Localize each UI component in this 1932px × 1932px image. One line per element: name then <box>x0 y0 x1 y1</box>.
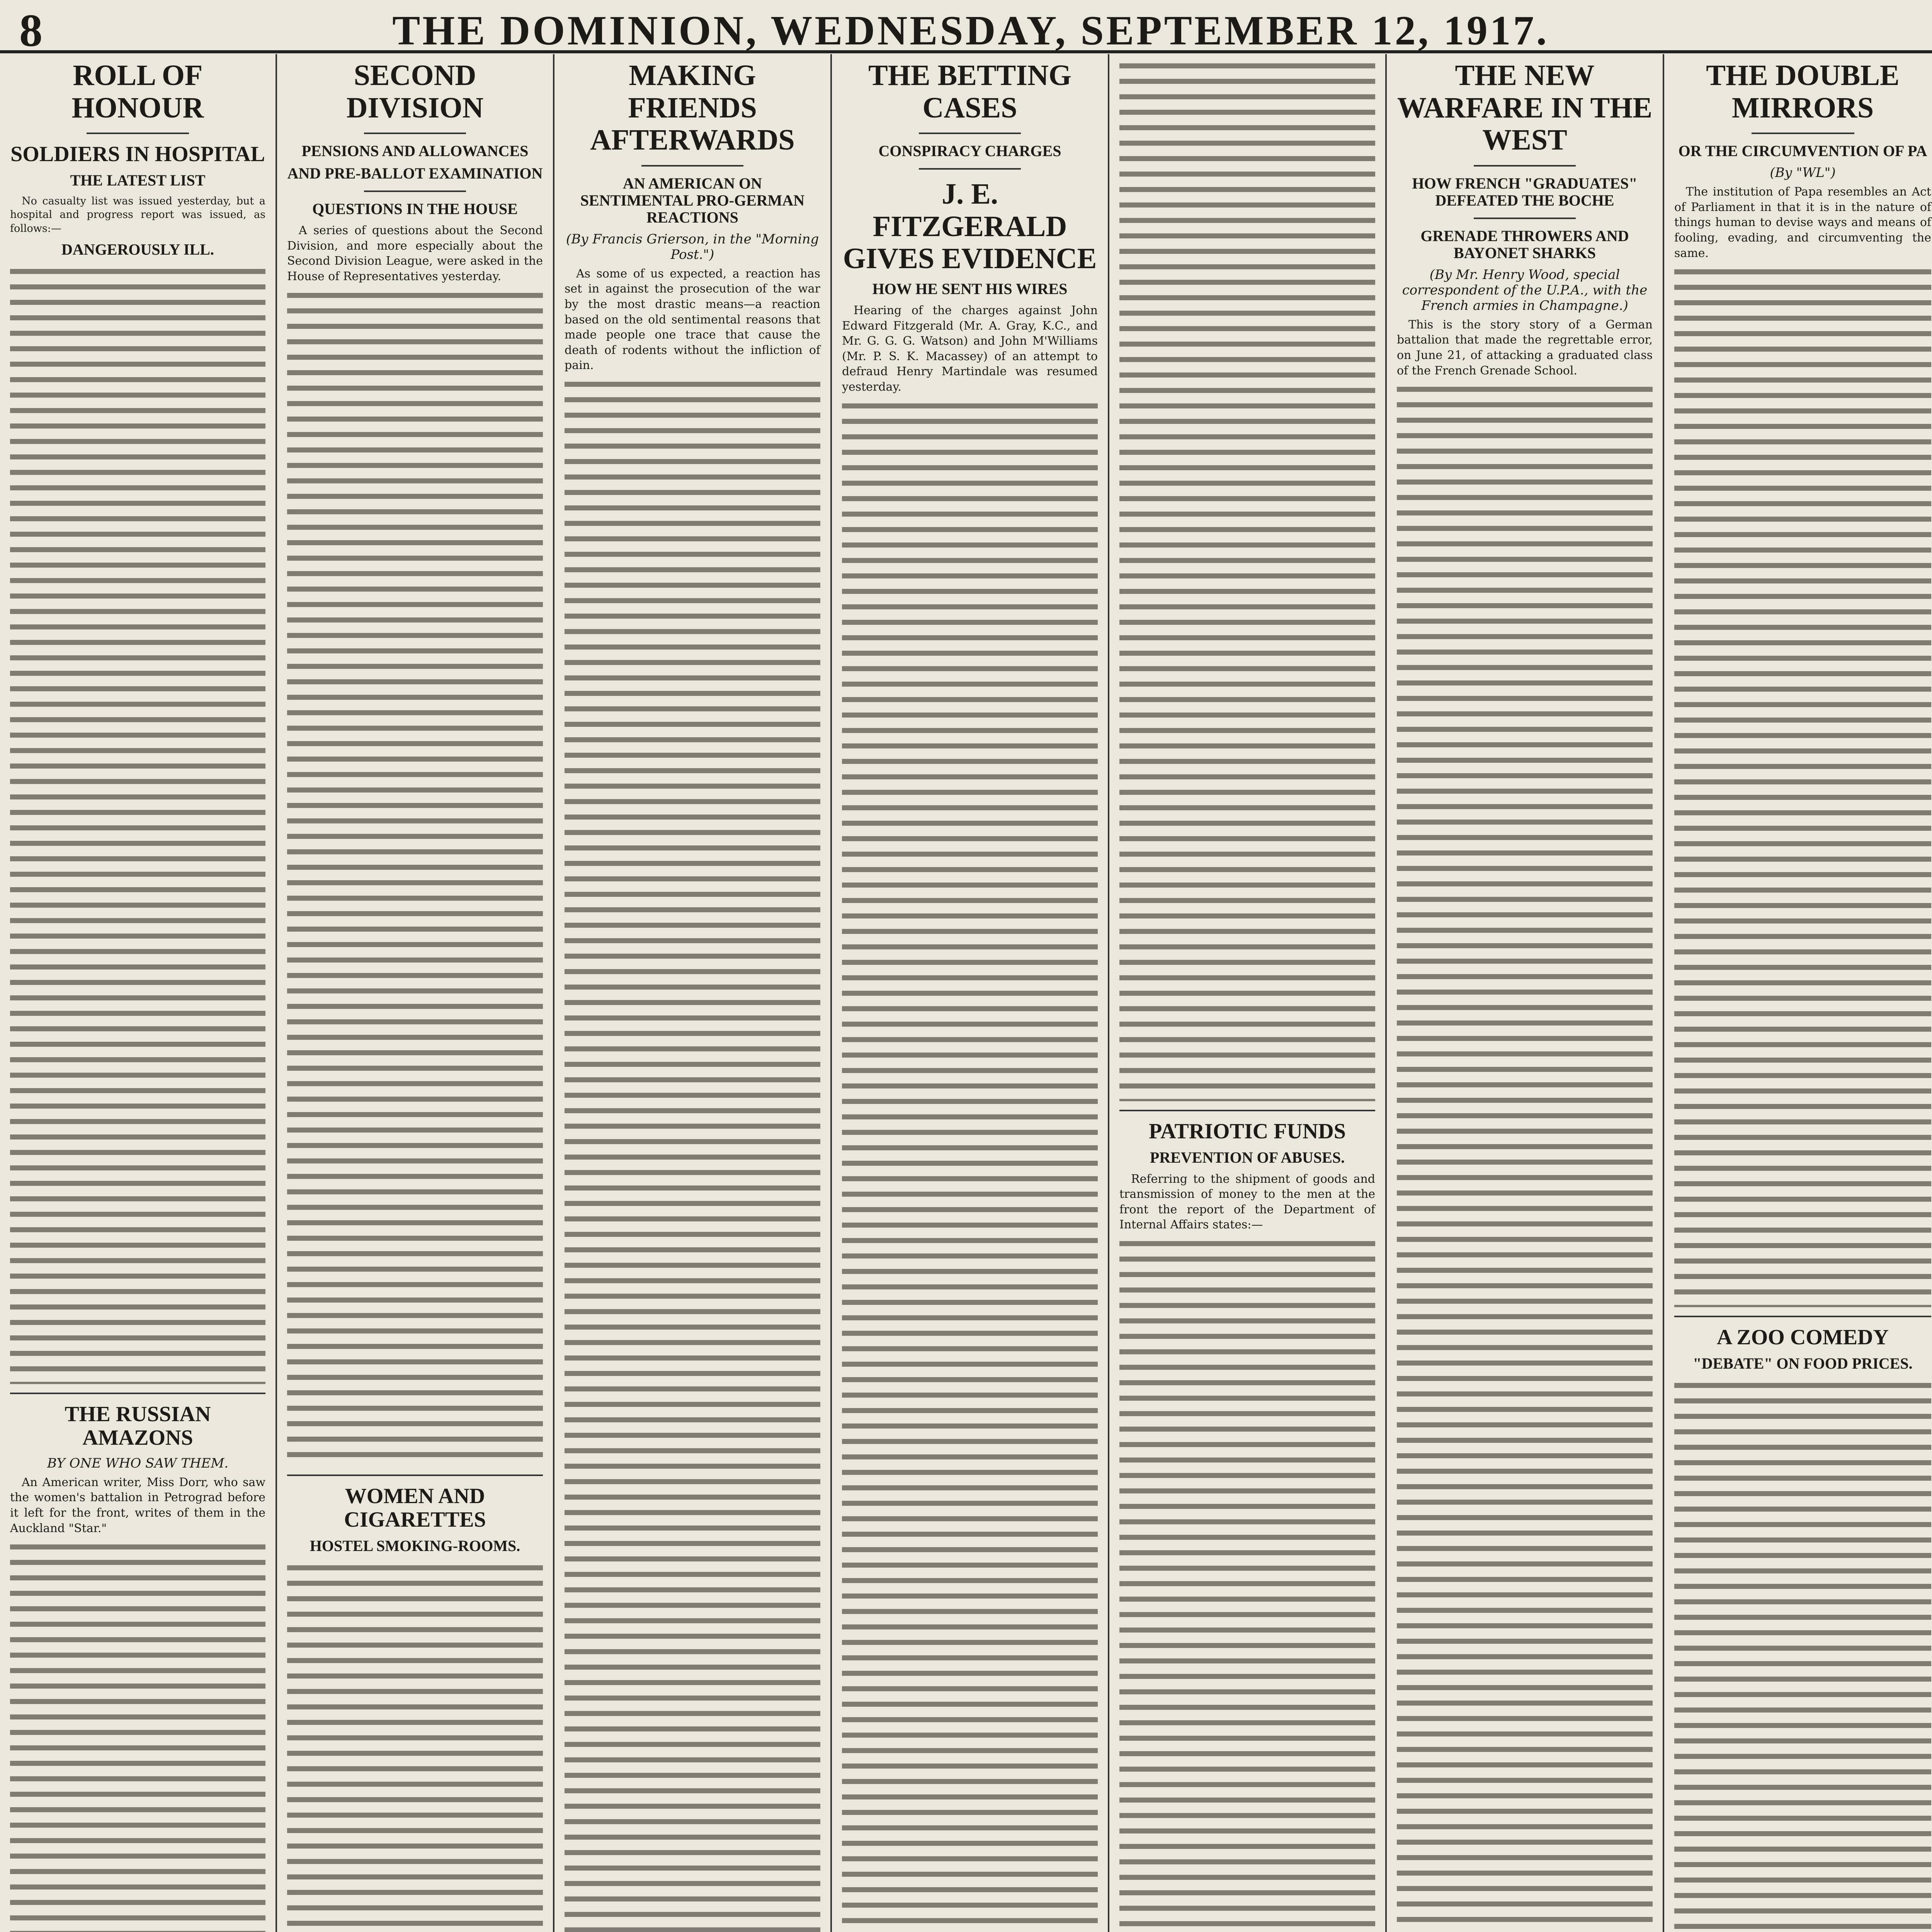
divider <box>287 1475 543 1476</box>
heading-women-and-cigarettes: WOMEN AND CIGARETTES <box>344 1484 486 1532</box>
byline: (By "WL") <box>1770 165 1836 181</box>
article-paragraph: Referring to the shipment of goods and transmission of money to the men at the front the report of the Department of Internal Affairs states:— <box>1119 1172 1375 1232</box>
article-body-text <box>10 1539 265 1932</box>
divider <box>1474 165 1576 167</box>
heading-questions-in-house: QUESTIONS IN THE HOUSE <box>312 200 518 218</box>
divider <box>364 190 466 192</box>
column-1 <box>0 54 277 1932</box>
column-5 <box>1109 54 1387 1932</box>
divider <box>87 133 189 134</box>
article-paragraph: The institution of Papa resembles an Act of Parliament in that it is in the nature of things human to devise ways and means of fooling, evading, and circumventing the same. <box>1674 185 1931 260</box>
heading-conspiracy-charges: CONSPIRACY CHARGES <box>878 142 1061 160</box>
column-7 <box>1664 54 1932 1932</box>
article-body-text <box>1397 381 1653 1932</box>
heading-new-warfare: THE NEW WARFARE IN THE WEST <box>1397 59 1653 156</box>
article-intro: No casualty list was issued yesterday, but a hospital and progress report was issued, as follows:— <box>10 195 265 235</box>
columns <box>0 54 1932 1932</box>
column-6 <box>1387 54 1664 1932</box>
heading-betting-cases: THE BETTING CASES <box>868 59 1071 124</box>
article-body-text <box>1674 264 1931 1307</box>
heading-russian-amazons: THE RUSSIAN AMAZONS <box>65 1402 211 1450</box>
divider <box>1119 1110 1375 1111</box>
newspaper-title: THE DOMINION, WEDNESDAY, SEPTEMBER 12, 1917. <box>392 8 1549 54</box>
heading-grenade-throwers: GRENADE THROWERS AND BAYONET SHARKS <box>1420 227 1629 262</box>
casualty-list-text <box>10 264 265 1384</box>
article-paragraph: This is the story story of a German battalion that made the regrettable error, on June 21, of attacking a graduated class of the French Grenade School. <box>1397 318 1653 378</box>
heading-roll-of-honour: ROLL OF HONOUR <box>71 59 204 124</box>
article-body-text <box>1674 1378 1931 1932</box>
heading-pensions: PENSIONS AND ALLOWANCES <box>301 142 529 160</box>
divider <box>641 165 744 167</box>
heading-prevention-of-abuses: PREVENTION OF ABUSES. <box>1150 1148 1345 1166</box>
masthead <box>0 0 1932 56</box>
article-body-text <box>287 1560 543 1932</box>
heading-french-graduates: HOW FRENCH "GRADUATES" DEFEATED THE BOCHE <box>1412 174 1638 209</box>
byline: BY ONE WHO SAW THEM. <box>47 1455 229 1471</box>
article-body-text <box>565 376 820 1932</box>
heading-debate-food-prices: "DEBATE" ON FOOD PRICES. <box>1693 1354 1913 1372</box>
article-paragraph: A series of questions about the Second Division, and more especially about the Second Division League, were asked in the House of Representatives yesterday. <box>287 224 543 283</box>
heading-hostel-smoking-rooms: HOSTEL SMOKING-ROOMS. <box>310 1537 520 1554</box>
heading-pre-ballot: AND PRE-BALLOT EXAMINATION <box>287 165 543 182</box>
byline: (By Mr. Henry Wood, special correspondent of the U.P.A., with the French armies in Champagne.) <box>1402 267 1648 313</box>
heading-how-he-sent-wires: HOW HE SENT HIS WIRES <box>872 280 1068 298</box>
column-2 <box>277 54 554 1932</box>
heading-fitzgerald-evidence: J. E. FITZGERALD GIVES EVIDENCE <box>843 178 1097 275</box>
heading-second-division: SECOND DIVISION <box>346 59 484 124</box>
heading-zoo-comedy: A ZOO COMEDY <box>1717 1325 1889 1350</box>
page-number: 8 <box>19 5 43 56</box>
article-paragraph: Hearing of the charges against John Edward Fitzgerald (Mr. A. Gray, K.C., and Mr. G. G. G. Watson) and John M'Williams (Mr. P. S. K. Macassey) of an attempt to defraud Henry Martindale was resumed yesterday. <box>842 303 1098 394</box>
divider <box>364 133 466 134</box>
divider <box>919 168 1021 170</box>
divider <box>1474 218 1576 219</box>
heading-double-mirrors: THE DOUBLE MIRRORS <box>1706 59 1900 124</box>
article-body-text <box>287 287 543 1466</box>
divider <box>919 133 1021 134</box>
article-body-text <box>842 398 1098 1932</box>
heading-circumvention-of-pa: OR THE CIRCUMVENTION OF PA <box>1678 142 1927 160</box>
column-3 <box>554 54 832 1932</box>
divider <box>1752 133 1854 134</box>
byline: (By Francis Grierson, in the "Morning Post.") <box>566 231 819 262</box>
divider <box>10 1393 265 1394</box>
heading-making-friends: MAKING FRIENDS AFTERWARDS <box>590 59 795 156</box>
heading-soldiers-in-hospital: SOLDIERS IN HOSPITAL <box>10 142 265 167</box>
heading-american-on-sentimental: AN AMERICAN ON SENTIMENTAL PRO-GERMAN REACTIONS <box>580 174 805 226</box>
heading-dangerously-ill: DANGEROUSLY ILL. <box>61 240 214 258</box>
article-continuation-text <box>1119 58 1375 1101</box>
article-body-text <box>1119 1236 1375 1932</box>
article-paragraph: An American writer, Miss Dorr, who saw the women's battalion in Petrograd before it left for the front, writes of them in the Auckland "Star." <box>10 1475 265 1535</box>
article-paragraph: As some of us expected, a reaction has set in against the prosecution of the war by the most drastic means—a reaction based on the old sentimental reasons that made people one trace that cause the death of rodents without the infliction of pain. <box>565 267 820 372</box>
heading-latest-list: THE LATEST LIST <box>70 171 206 189</box>
column-4 <box>832 54 1109 1932</box>
heading-patriotic-funds: PATRIOTIC FUNDS <box>1149 1119 1346 1143</box>
divider <box>1674 1316 1931 1317</box>
